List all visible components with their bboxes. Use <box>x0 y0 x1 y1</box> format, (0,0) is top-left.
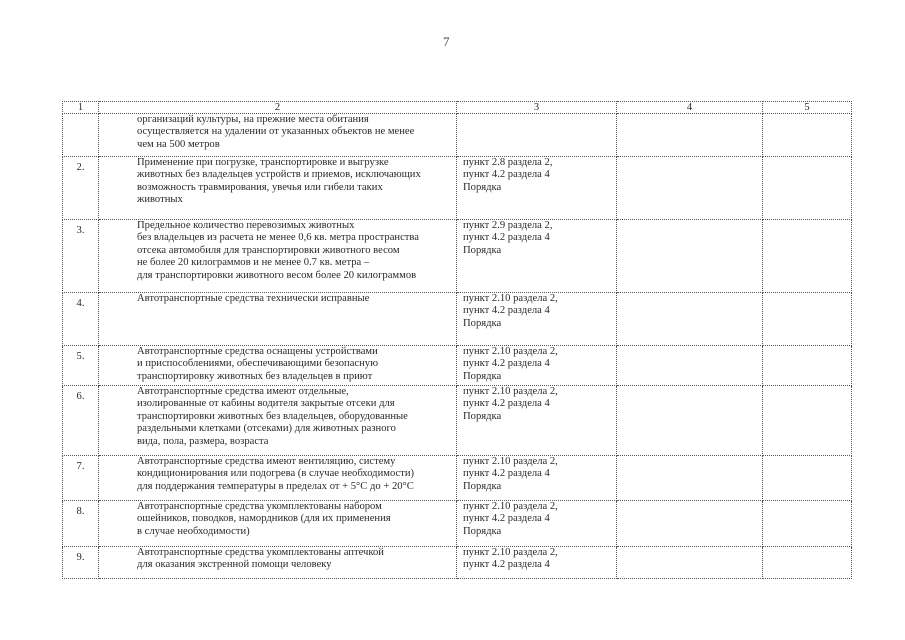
requirement-cell <box>99 293 457 346</box>
table-row <box>63 346 852 386</box>
row-number: 7. <box>63 456 99 501</box>
requirement-line: транспортировки животных без владельцев, оборудованные <box>137 410 408 422</box>
requirement-line: для транспортировки животного весом более 20 килограммов <box>137 269 417 281</box>
column-5-cell <box>763 456 852 501</box>
reference-line: пункт 4.2 раздела 4 <box>463 358 550 370</box>
page-number: 7 <box>443 34 450 49</box>
requirement-line: для поддержания температуры в пределах от + 5°C до + 20°C <box>137 480 414 492</box>
requirement-cell <box>99 456 457 501</box>
reference-line: пункт 2.10 раздела 2, <box>463 501 558 512</box>
requirement-line: без владельцев из расчета не менее 0,6 кв. метра пространства <box>137 232 419 244</box>
reference-line: Порядка <box>463 317 502 329</box>
table-row <box>63 456 852 501</box>
reference-line: пункт 4.2 раздела 4 <box>463 232 550 244</box>
column-5-cell <box>763 501 852 547</box>
column-4-cell <box>617 114 763 157</box>
reference-cell <box>457 220 617 293</box>
requirement-line: вида, пола, размера, возраста <box>137 435 269 447</box>
requirement-line: не более 20 килограммов и не менее 0.7 кв. метра – <box>137 257 370 269</box>
requirement-line: в случае необходимости) <box>137 525 250 537</box>
column-5-cell <box>763 346 852 386</box>
reference-line: пункт 2.10 раздела 2, <box>463 386 558 397</box>
requirement-cell <box>99 386 457 456</box>
requirement-line: Предельное количество перевозимых животных <box>137 220 355 231</box>
column-5-cell <box>763 220 852 293</box>
reference-line: пункт 4.2 раздела 4 <box>463 513 550 525</box>
requirement-line: организаций культуры, на прежние места обитания <box>137 114 369 125</box>
requirement-line: возможность травмирования, увечья или гибели таких <box>137 181 383 193</box>
column-number-header: 2 <box>99 102 457 114</box>
requirement-line: Автотранспортные средства укомплектованы аптечкой <box>137 547 384 558</box>
requirement-cell <box>99 114 457 157</box>
reference-line: Порядка <box>463 370 502 382</box>
column-4-cell <box>617 386 763 456</box>
table-row <box>63 157 852 220</box>
reference-line: пункт 4.2 раздела 4 <box>463 398 550 410</box>
requirement-line: отсека автомобиля для транспортировки животного весом <box>137 244 400 256</box>
reference-line: пункт 2.8 раздела 2, <box>463 157 553 168</box>
checklist-table <box>62 101 852 579</box>
requirement-line: Автотранспортные средства имеют отдельные, <box>137 386 349 397</box>
reference-line: пункт 4.2 раздела 4 <box>463 468 550 480</box>
column-5-cell <box>763 293 852 346</box>
reference-line: пункт 4.2 раздела 4 <box>463 305 550 317</box>
column-4-cell <box>617 501 763 547</box>
row-number: 2. <box>63 157 99 220</box>
column-number-header: 4 <box>617 102 763 114</box>
requirement-line: для оказания экстренной помощи человеку <box>137 559 332 571</box>
reference-line: пункт 2.10 раздела 2, <box>463 456 558 467</box>
reference-line: пункт 2.10 раздела 2, <box>463 547 558 558</box>
reference-line: Порядка <box>463 525 502 537</box>
reference-cell <box>457 157 617 220</box>
row-number: 5. <box>63 346 99 386</box>
column-5-cell <box>763 386 852 456</box>
row-number: 9. <box>63 547 99 579</box>
reference-line: пункт 4.2 раздела 4 <box>463 169 550 181</box>
table-row <box>63 114 852 157</box>
reference-cell <box>457 456 617 501</box>
reference-cell <box>457 386 617 456</box>
reference-line: Порядка <box>463 410 502 422</box>
reference-cell <box>457 114 617 157</box>
requirement-line: Автотранспортные средства технически исправные <box>137 293 370 304</box>
requirement-cell <box>99 547 457 579</box>
table-row <box>63 501 852 547</box>
requirement-line: раздельными клетками (отсеками) для животных разного <box>137 423 396 435</box>
reference-cell <box>457 501 617 547</box>
requirement-line: животных без владельцев устройств и приемов, исключающих <box>137 169 421 181</box>
column-5-cell <box>763 114 852 157</box>
column-4-cell <box>617 220 763 293</box>
column-4-cell <box>617 293 763 346</box>
column-4-cell <box>617 547 763 579</box>
row-number: 8. <box>63 501 99 547</box>
requirement-cell <box>99 501 457 547</box>
row-number: 6. <box>63 386 99 456</box>
requirement-cell <box>99 157 457 220</box>
table-row <box>63 547 852 579</box>
reference-cell <box>457 346 617 386</box>
reference-line: пункт 2.10 раздела 2, <box>463 346 558 357</box>
reference-cell <box>457 547 617 579</box>
requirement-line: Применение при погрузке, транспортировке и выгрузке <box>137 157 389 168</box>
reference-line: Порядка <box>463 480 502 492</box>
requirement-line: изолированные от кабины водителя закрытые отсеки для <box>137 398 395 410</box>
row-number: 3. <box>63 220 99 293</box>
row-number: 4. <box>63 293 99 346</box>
row-number <box>63 114 99 157</box>
requirement-line: осуществляется на удалении от указанных объектов не менее <box>137 126 415 138</box>
column-number-header: 5 <box>763 102 852 114</box>
column-5-cell <box>763 157 852 220</box>
column-5-cell <box>763 547 852 579</box>
table-header-row <box>63 102 852 114</box>
requirement-line: Автотранспортные средства укомплектованы набором <box>137 501 382 512</box>
reference-line: пункт 4.2 раздела 4 <box>463 559 550 571</box>
column-number-header: 3 <box>457 102 617 114</box>
requirement-cell <box>99 346 457 386</box>
column-4-cell <box>617 157 763 220</box>
requirement-line: транспортировку животных без владельцев в приют <box>137 370 373 382</box>
reference-line: Порядка <box>463 244 502 256</box>
requirement-line: животных <box>137 194 183 206</box>
requirement-line: Автотранспортные средства оснащены устройствами <box>137 346 378 357</box>
requirement-line: кондиционирования или подогрева (в случае необходимости) <box>137 468 415 480</box>
requirement-line: ошейников, поводков, намордников (для их применения <box>137 513 391 525</box>
table-row <box>63 386 852 456</box>
reference-line: пункт 2.10 раздела 2, <box>463 293 558 304</box>
column-4-cell <box>617 346 763 386</box>
requirement-cell <box>99 220 457 293</box>
requirement-line: и приспособлениями, обеспечивающими безопасную <box>137 358 378 370</box>
column-4-cell <box>617 456 763 501</box>
table-row <box>63 220 852 293</box>
table-row <box>63 293 852 346</box>
reference-line: Порядка <box>463 181 502 193</box>
requirement-line: чем на 500 метров <box>137 138 220 150</box>
column-number-header: 1 <box>63 102 99 114</box>
reference-cell <box>457 293 617 346</box>
requirement-line: Автотранспортные средства имеют вентиляцию, систему <box>137 456 396 467</box>
reference-line: пункт 2.9 раздела 2, <box>463 220 553 231</box>
